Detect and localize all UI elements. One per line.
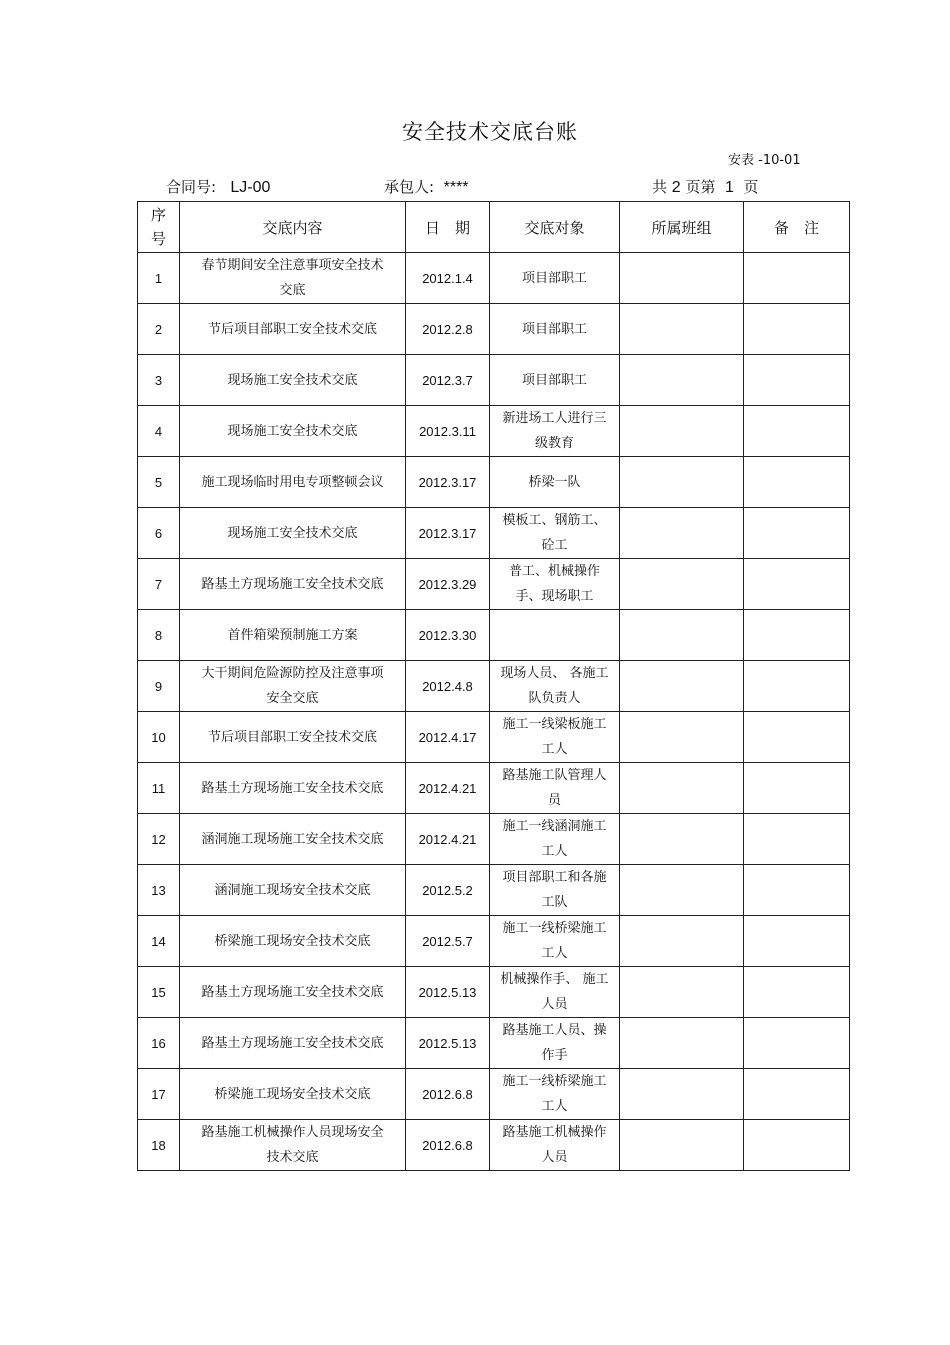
header-note: 备 注: [744, 202, 850, 253]
contractor-value: ****: [443, 179, 469, 196]
cell-content-text: 路基土方现场施工安全技术交底: [201, 1035, 384, 1051]
cell-seq: 1: [138, 253, 180, 304]
cell-note: [744, 763, 850, 814]
cell-content-text: 涵洞施工现场安全技术交底: [214, 882, 371, 898]
cell-note: [744, 916, 850, 967]
cell-content-text: 节后项目部职工安全技术交底: [207, 729, 377, 745]
ledger-body: [138, 253, 850, 1171]
cell-content: [180, 1120, 406, 1171]
cell-note: [744, 967, 850, 1018]
cell-team: [620, 355, 744, 406]
cell-date: 2012.3.17: [406, 508, 490, 559]
cell-note: [744, 610, 850, 661]
table-row: [138, 967, 850, 1018]
cell-team: [620, 304, 744, 355]
contractor: [384, 176, 469, 197]
cell-note: [744, 814, 850, 865]
cell-note: [744, 1120, 850, 1171]
cell-seq: 17: [138, 1069, 180, 1120]
cell-note: [744, 253, 850, 304]
cell-date: 2012.4.21: [406, 814, 490, 865]
cell-content-text: 现场施工安全技术交底: [227, 423, 358, 439]
table-row: [138, 457, 850, 508]
cell-target: [490, 406, 620, 457]
cell-target: [490, 1120, 620, 1171]
table-row: [138, 304, 850, 355]
table-row: [138, 508, 850, 559]
cell-seq: 13: [138, 865, 180, 916]
cell-note: [744, 712, 850, 763]
cell-seq: 15: [138, 967, 180, 1018]
cell-target-text: 项目部职工: [521, 321, 587, 337]
page-mid: 页第: [685, 178, 716, 196]
cell-date: 2012.5.13: [406, 1018, 490, 1069]
cell-content-text: 涵洞施工现场施工安全技术交底: [201, 831, 384, 847]
cell-content: [180, 661, 406, 712]
cell-target: [490, 304, 620, 355]
cell-seq: 5: [138, 457, 180, 508]
cell-team: [620, 967, 744, 1018]
cell-note: [744, 355, 850, 406]
cell-date: 2012.3.29: [406, 559, 490, 610]
cell-target: [490, 916, 620, 967]
cell-seq: 11: [138, 763, 180, 814]
cell-target-text: 模板工、钢筋工、砼工: [502, 513, 607, 553]
cell-target: [490, 865, 620, 916]
cell-date: 2012.5.2: [406, 865, 490, 916]
table-row: [138, 559, 850, 610]
cell-target-text: 现场人员、 各施工队负责人: [500, 666, 609, 706]
table-row: [138, 610, 850, 661]
cell-note: [744, 508, 850, 559]
table-row: [138, 355, 850, 406]
cell-team: [620, 559, 744, 610]
table-row: [138, 1120, 850, 1171]
cell-date: 2012.3.30: [406, 610, 490, 661]
cell-target: [490, 355, 620, 406]
header-content: 交底内容: [180, 202, 406, 253]
cell-team: [620, 1120, 744, 1171]
cell-content-text: 施工现场临时用电专项整顿会议: [201, 474, 384, 490]
cell-target-text: 路基施工人员、操作手: [502, 1023, 607, 1063]
cell-seq: 3: [138, 355, 180, 406]
header-row: [138, 202, 850, 253]
table-row: [138, 406, 850, 457]
cell-target: [490, 457, 620, 508]
cell-team: [620, 508, 744, 559]
cell-date: 2012.6.8: [406, 1069, 490, 1120]
cell-content: [180, 865, 406, 916]
table-row: [138, 865, 850, 916]
cell-note: [744, 457, 850, 508]
cell-team: [620, 712, 744, 763]
cell-target-text: 施工一线桥梁施工工人: [502, 1074, 607, 1114]
header-target: 交底对象: [490, 202, 620, 253]
cell-content-text: 节后项目部职工安全技术交底: [207, 321, 377, 337]
cell-target: [490, 712, 620, 763]
total-pages: 2: [671, 179, 681, 196]
cell-team: [620, 763, 744, 814]
cell-target-text: 项目部职工和各施工队: [502, 870, 607, 910]
cell-team: [620, 1018, 744, 1069]
cell-target-text: 施工一线桥梁施工工人: [502, 921, 607, 961]
cell-seq: 4: [138, 406, 180, 457]
cell-seq: 6: [138, 508, 180, 559]
cell-target-text: 施工一线梁板施工工人: [502, 717, 607, 757]
cell-content: [180, 967, 406, 1018]
cell-seq: 12: [138, 814, 180, 865]
total-prefix: 共: [652, 178, 668, 196]
cell-seq: 14: [138, 916, 180, 967]
cell-content: [180, 610, 406, 661]
cell-content-text: 路基土方现场施工安全技术交底: [201, 576, 384, 592]
cell-seq: 10: [138, 712, 180, 763]
cell-target-text: 路基施工机械操作人员: [502, 1125, 607, 1165]
table-row: [138, 814, 850, 865]
cell-date: 2012.6.8: [406, 1120, 490, 1171]
table-row: [138, 1018, 850, 1069]
cell-content: [180, 457, 406, 508]
contract-number: [166, 176, 270, 197]
contract-label: 合同号:: [166, 178, 217, 196]
form-code: 安表 -10-01: [728, 153, 801, 168]
cell-note: [744, 1018, 850, 1069]
cell-content: [180, 304, 406, 355]
cell-team: [620, 610, 744, 661]
cell-target-text: 机械操作手、 施工人员: [500, 972, 609, 1012]
cell-team: [620, 814, 744, 865]
cell-content-text: 春节期间安全注意事项安全技术交底: [201, 258, 384, 298]
cell-seq: 16: [138, 1018, 180, 1069]
page-title: 安全技术交底台账: [402, 120, 578, 144]
cell-target-text: 桥梁一队: [528, 474, 581, 490]
cell-team: [620, 865, 744, 916]
cell-target: [490, 508, 620, 559]
cell-team: [620, 1069, 744, 1120]
table-row: [138, 1069, 850, 1120]
cell-target: [490, 763, 620, 814]
table-row: [138, 763, 850, 814]
contract-value: LJ-00: [230, 179, 271, 196]
cell-content-text: 首件箱梁预制施工方案: [227, 627, 358, 643]
page-count: [652, 176, 759, 197]
cell-target: [490, 253, 620, 304]
cell-note: [744, 559, 850, 610]
cell-note: [744, 661, 850, 712]
cell-target-text: 项目部职工: [521, 372, 587, 388]
cell-target: [490, 967, 620, 1018]
cell-target-text: 新进场工人进行三级教育: [502, 411, 607, 451]
cell-note: [744, 304, 850, 355]
cell-content-text: 桥梁施工现场安全技术交底: [214, 933, 371, 949]
cell-target: [490, 1018, 620, 1069]
cell-seq: 2: [138, 304, 180, 355]
cell-date: 2012.1.4: [406, 253, 490, 304]
cell-note: [744, 1069, 850, 1120]
cell-content: [180, 763, 406, 814]
cell-target-text: 施工一线涵洞施工工人: [502, 819, 607, 859]
page-suffix: 页: [743, 178, 759, 196]
cell-content-text: 现场施工安全技术交底: [227, 372, 358, 388]
cell-content: [180, 1069, 406, 1120]
cell-target-text: 普工、机械操作手、现场职工: [508, 564, 600, 604]
cell-date: 2012.3.17: [406, 457, 490, 508]
contractor-label: 承包人:: [384, 178, 435, 196]
cell-team: [620, 253, 744, 304]
cell-target: [490, 610, 620, 661]
cell-content: [180, 355, 406, 406]
current-page: 1: [725, 179, 734, 196]
cell-content-text: 路基土方现场施工安全技术交底: [201, 984, 384, 1000]
header-date: 日 期: [406, 202, 490, 253]
cell-content-text: 现场施工安全技术交底: [227, 525, 358, 541]
cell-content: [180, 712, 406, 763]
cell-date: 2012.3.7: [406, 355, 490, 406]
cell-content: [180, 508, 406, 559]
cell-date: 2012.4.8: [406, 661, 490, 712]
cell-content: [180, 814, 406, 865]
cell-content-text: 桥梁施工现场安全技术交底: [214, 1086, 371, 1102]
cell-team: [620, 661, 744, 712]
cell-content: [180, 916, 406, 967]
cell-date: 2012.4.21: [406, 763, 490, 814]
cell-target: [490, 1069, 620, 1120]
cell-team: [620, 457, 744, 508]
cell-target: [490, 661, 620, 712]
cell-date: 2012.5.7: [406, 916, 490, 967]
cell-date: 2012.5.13: [406, 967, 490, 1018]
cell-target: [490, 559, 620, 610]
cell-content-text: 路基土方现场施工安全技术交底: [201, 780, 384, 796]
cell-date: 2012.4.17: [406, 712, 490, 763]
cell-content-text: 路基施工机械操作人员现场安全技术交底: [201, 1125, 384, 1165]
cell-date: 2012.3.11: [406, 406, 490, 457]
header-team: 所属班组: [620, 202, 744, 253]
header-seq: 序 号: [138, 202, 180, 253]
cell-target-text: 项目部职工: [521, 270, 587, 286]
table-row: [138, 661, 850, 712]
cell-content-text: 大干期间危险源防控及注意事项安全交底: [201, 666, 384, 706]
cell-content: [180, 253, 406, 304]
cell-note: [744, 406, 850, 457]
cell-seq: 7: [138, 559, 180, 610]
ledger-table: [137, 201, 850, 1171]
cell-content: [180, 406, 406, 457]
cell-team: [620, 406, 744, 457]
cell-team: [620, 916, 744, 967]
cell-seq: 8: [138, 610, 180, 661]
cell-note: [744, 865, 850, 916]
cell-date: 2012.2.8: [406, 304, 490, 355]
table-row: [138, 916, 850, 967]
cell-seq: 18: [138, 1120, 180, 1171]
table-row: [138, 712, 850, 763]
table-row: [138, 253, 850, 304]
cell-content: [180, 559, 406, 610]
cell-content: [180, 1018, 406, 1069]
cell-target-text: 路基施工队管理人员: [502, 768, 607, 808]
cell-seq: 9: [138, 661, 180, 712]
cell-target: [490, 814, 620, 865]
